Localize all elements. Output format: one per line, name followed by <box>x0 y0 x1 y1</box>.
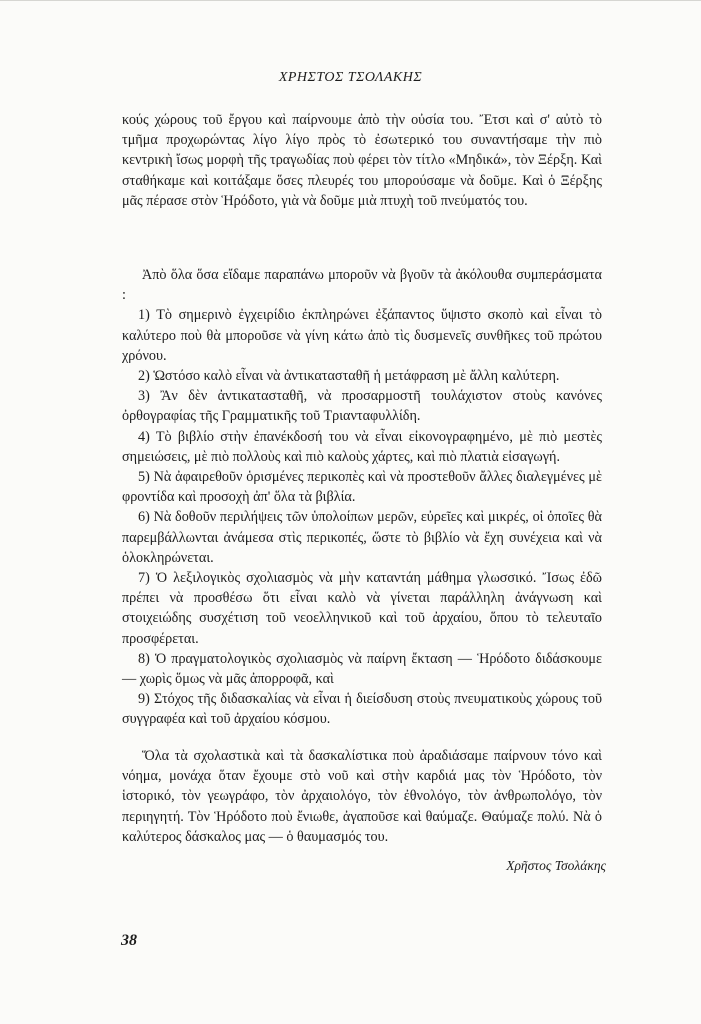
conclusions-section <box>122 265 602 730</box>
conclusion-item-6: 6) Νὰ δοθοῦν περιλήψεις τῶν ὑπολοίπων μερῶν, εὐρεῖες καὶ μικρές, οἱ ὁποῖες θὰ παρεμβάλλωνται ἀνάμεσα στὶς περικοπές, ὥστε τὸ βιβλίο νὰ ἔχη συνέχεια καὶ νὰ ὁλοκληρώνεται. <box>122 509 602 566</box>
conclusion-item-1: 1) Τὸ σημερινὸ ἐγχειρίδιο ἐκπληρώνει ἐξάπαντος ὕψιστο σκοπὸ καὶ εἶναι τὸ καλύτερο ποὺ θὰ μποροῦσε νὰ γίνη κάτω ἀπὸ τὶς δυσμενεῖς συνθῆκες τοῦ πρώτου χρόνου. <box>122 307 602 364</box>
running-header: ΧΡΗΣΤΟΣ ΤΣΟΛΑΚΗΣ <box>278 70 423 85</box>
intro-paragraph: κούς χώρους τοῦ ἔργου καὶ παίρνουμε ἀπὸ τὴν οὐσία του. Ἔτσι καὶ σ' αὐτὸ τὸ τμῆμα προχωρώντας λίγο λίγο πρὸς τὸ ἐσωτερικό του συναντήσαμε τὴν πιὸ κεντρικὴ ἴσως μορφὴ τῆς τραγωδίας ποὺ φέρει τὸν τίτλο «Μηδικά», τὸν Ξέρξη. Καὶ σταθήκαμε καὶ κοιτάξαμε ὅσες πλευρές του μπορούσαμε νὰ δοῦμε. Καὶ ὁ Ξέρξης μᾶς πέρασε στὸν Ἡρόδοτο, γιὰ νὰ δοῦμε μιὰ πτυχὴ τοῦ πνεύματός του. <box>122 112 602 209</box>
scan-edge-line <box>0 0 701 1</box>
conclusion-item-4: 4) Τὸ βιβλίο στὴν ἐπανέκδοσή του νὰ εἶναι εἰκονογραφημένο, μὲ πιὸ μεστὲς σημειώσεις, μὲ πιὸ πολλοὺς καὶ πιὸ καλοὺς χάρτες, καὶ πιὸ πλατιὰ εἰσαγωγή. <box>122 428 602 465</box>
conclusion-item-2: 2) Ὡστόσο καλὸ εἶναι νὰ ἀντικατασταθῆ ἡ μετάφραση μὲ ἄλλη καλύτερη. <box>138 368 560 385</box>
conclusion-item-8: 8) Ὁ πραγματολογικὸς σχολιασμὸς νὰ παίρνη ἔκταση — Ἡρόδοτο διδάσκουμε — χωρὶς ὅμως νὰ μᾶς ἀπορροφᾶ, καὶ <box>122 650 602 688</box>
intro-paragraph-block <box>122 110 602 211</box>
conclusion-item-7: 7) Ὁ λεξιλογικὸς σχολιασμὸς νὰ μὴν καταντάη μάθημα γλωσσικό. Ἴσως ἐδῶ πρέπει νὰ προσθέσω ὅτι εἶναι καλὸ νὰ γίνεται παράλληλη ἀνάγνωση καὶ στοιχειώδης συσχέτιση τοῦ νεοελληνικοῦ καὶ τοῦ ἀρχαίου, ὅπου τὸ τελευταῖο προσφέρεται. <box>122 570 602 647</box>
closing-paragraph: Ὅλα τὰ σχολαστικὰ καὶ τὰ δασκαλίστικα ποὺ ἀραδιάσαμε παίρνουν τόνο καὶ νόημα, μονάχα ὅταν ἔχουμε στὸ νοῦ καὶ στὴν καρδιά μας τὸν Ἡρόδοτο, τὸν ἱστορικό, τὸν γεωγράφο, τὸν ἀρχαιολόγο, τὸν ἐθνολόγο, τὸν ἀνθρωπολόγο, τὸν περιηγητή. Τὸν Ἡρόδοτο ποὺ ἔνιωθε, ἀγαποῦσε καὶ θαύμαζε. Θαύμαζε πολύ. Νὰ ὁ καλύτερος δάσκαλος μας — ὁ θαυμασμός του. <box>122 748 602 845</box>
author-signature: Χρῆστος Τσολάκης <box>506 858 606 873</box>
page-number: 38 <box>121 932 137 949</box>
conclusion-item-9: 9) Στόχος τῆς διδασκαλίας νὰ εἶναι ἡ διείσδυση στοὺς πνευματικοὺς χώρους τοῦ συγγραφέα καὶ τοῦ ἀρχαίου κόσμου. <box>122 691 602 728</box>
conclusion-item-3: 3) Ἂν δὲν ἀντικατασταθῆ, νὰ προσαρμοστῆ τουλάχιστον στοὺς κανόνες ὀρθογραφίας τῆς Γραμματικῆς τοῦ Τριανταφυλλίδη. <box>122 388 602 425</box>
closing-paragraph-block <box>122 746 602 847</box>
conclusion-item-5: 5) Νὰ ἀφαιρεθοῦν ὁρισμένες περικοπὲς καὶ νὰ προστεθοῦν ἄλλες διαλεγμένες μὲ φροντίδα καὶ προσοχὴ ἀπ' ὅλα τὰ βιβλία. <box>122 469 602 506</box>
conclusions-lead: Ἀπὸ ὅλα ὅσα εἴδαμε παραπάνω μποροῦν νὰ βγοῦν τὰ ἀκόλουθα συμπεράσματα : <box>122 267 602 304</box>
